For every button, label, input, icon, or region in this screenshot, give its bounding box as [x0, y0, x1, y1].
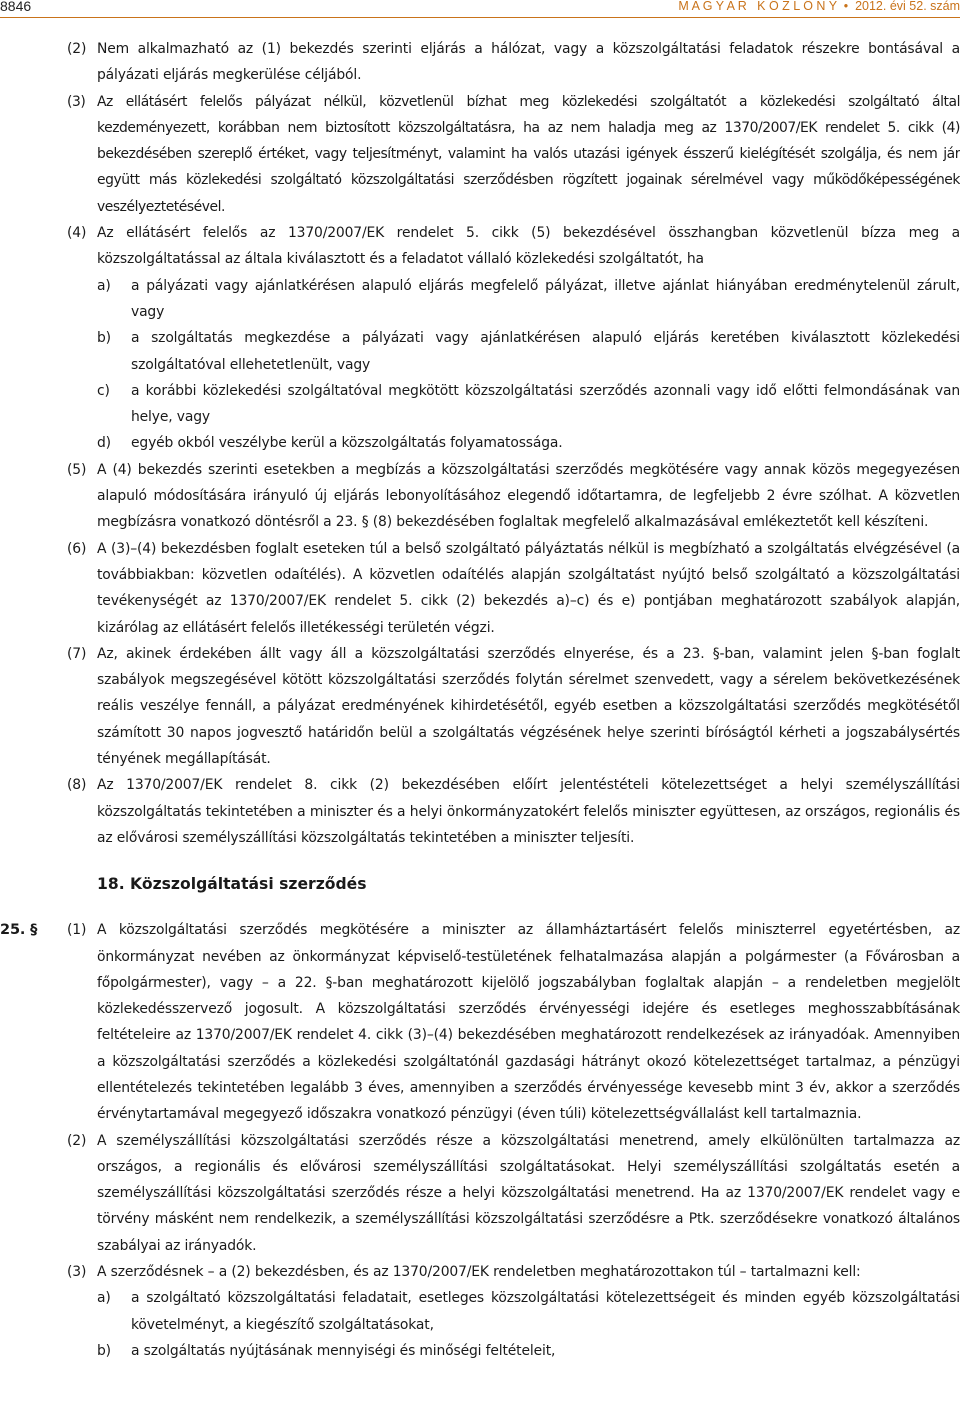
list-item-4b	[0, 325, 960, 378]
paragraph-4	[0, 220, 960, 273]
paragraph-text: Az, akinek érdekében állt vagy áll a közszolgáltatási szerződés elnyerése, és a 23. §-ban, valamint jelen §-ban foglalt szabályok megszegésével kötött közszolgáltatási szerződés folytán sérelmet szenvedett, vagy a sérelem bekövetkezésének reális veszélye fennáll, a pályázat eredményének kihirdetésétől, egyéb esetben a közszolgáltatási szerződés megkötésétől számított 30 napos jogvesztő határidőn belül a szolgáltatás végzésének helye szerinti bíróságtól kérheti a jogszabálysértés tényének megállapítását.	[97, 645, 960, 768]
paragraph-2	[0, 36, 960, 89]
paragraph-number: (1)	[67, 922, 87, 939]
paragraph-text: Az 1370/2007/EK rendelet 8. cikk (2) bekezdésében előírt jelentéstételi kötelezettséget a helyi személyszállítási közszolgáltatás tekintetében a miniszter és a helyi önkormányzatokért felelős miniszter együttesen, az országos, regionális és az elővárosi személyszállítási közszolgáltatás tekintetében a miniszter teljesíti.	[97, 777, 960, 846]
list-item-25-3a	[0, 1285, 960, 1338]
paragraph-number: (8)	[67, 777, 87, 794]
paragraph-text: Nem alkalmazható az (1) bekezdés szerinti eljárás a hálózat, vagy a közszolgáltatási feladatok részekre bontásával a pályázati eljárás megkerülése céljából.	[97, 41, 960, 84]
section-number: 25. §	[0, 922, 38, 939]
paragraph-number: (2)	[67, 1132, 87, 1149]
paragraph-number: (3)	[67, 93, 86, 110]
list-letter: d)	[97, 435, 111, 452]
section-title: 18. Közszolgáltatási szerződés	[97, 875, 367, 894]
paragraph-number: (3)	[67, 1264, 87, 1281]
paragraph-25-3	[0, 1259, 960, 1285]
list-letter: a)	[97, 1290, 111, 1307]
list-text: a pályázati vagy ajánlatkérésen alapuló eljárás megfelelő pályázat, illetve ajánlat hiányában eredménytelenül zárult, vagy	[131, 277, 960, 320]
paragraph-number: (6)	[67, 540, 87, 557]
list-letter: c)	[97, 382, 110, 399]
paragraph-6	[0, 536, 960, 641]
paragraph-8	[0, 772, 960, 851]
list-text: a szolgáltatás megkezdése a pályázati vagy ajánlatkérésen alapuló eljárás keretében kiválasztott közlekedési szolgáltatóval ellehetetlenült, vagy	[131, 330, 960, 373]
paragraph-text: A személyszállítási közszolgáltatási szerződés része a közszolgáltatási menetrend, amely elkülönülten tartalmazza az országos, a regionális és elővárosi személyszállítási szolgáltatásokat. Helyi személyszállítási szolgáltatás esetén a személyszállítási közszolgáltatási szerződés része a helyi közszolgáltatási menetrend. Ha az 1370/2007/EK rendelet vagy e törvény másként nem rendelkezik, a személyszállítási közszolgáltatási szerződésre a Ptk. szerződésekre vonatkozó általános szabályai az irányadók.	[97, 1132, 960, 1254]
list-item-4d	[0, 430, 960, 456]
paragraph-number: (4)	[67, 225, 87, 242]
list-letter: b)	[97, 1342, 111, 1359]
page-number: 8846	[0, 0, 32, 14]
list-letter: b)	[97, 330, 111, 347]
paragraph-text: A (3)–(4) bekezdésben foglalt eseteken túl a belső szolgáltató pályáztatás nélkül is megbízható a szolgáltatás elvégzésével (a továbbiakban: közvetlen odaítélés). A közvetlen odaítélés alapján szolgáltatást nyújtó belső szolgáltató a közszolgáltatási tevékenységét az 1370/2007/EK rendelet 5. cikk (2) bekezdés a)–c) és e) pontjában meghatározott szabályok alapján, kizárólag az ellátásért felelős illetékességi területén végzi.	[97, 540, 960, 636]
journal-title: M A G Y A R K Ö Z L Ö N Y • 2012. évi 52. szám	[678, 0, 960, 13]
list-text: a szolgáltató közszolgáltatási feladatait, esetleges közszolgáltatási kötelezettségeit és minden egyéb közszolgáltatási követelményt, a kiegészítő szolgáltatásokat,	[131, 1290, 960, 1333]
paragraph-3	[0, 89, 960, 220]
list-letter: a)	[97, 277, 111, 294]
paragraph-number: (7)	[67, 645, 87, 662]
paragraph-5	[0, 457, 960, 536]
list-text: egyéb okból veszélybe kerül a közszolgáltatás folyamatossága.	[131, 435, 563, 452]
list-text: a korábbi közlekedési szolgáltatóval megkötött közszolgáltatási szerződés azonnali vagy idő előtti felmondásának van helye, vagy	[131, 382, 960, 426]
list-item-25-3b	[0, 1338, 960, 1364]
list-item-4a	[0, 273, 960, 326]
paragraph-number: (2)	[67, 41, 87, 57]
paragraph-7	[0, 641, 960, 772]
list-text: a szolgáltatás nyújtásának mennyiségi és minőségi feltételeit,	[131, 1342, 556, 1359]
paragraph-text: A szerződésnek – a (2) bekezdésben, és az 1370/2007/EK rendeletben meghatározottakon túl – tartalmazni kell:	[97, 1264, 861, 1281]
list-item-4c	[0, 378, 960, 431]
paragraph-text: Az ellátásért felelős az 1370/2007/EK rendelet 5. cikk (5) bekezdésével összhangban közvetlenül bízza meg a közszolgáltatással az általa kiválasztott és a feladatot vállaló közlekedési szolgáltatót, ha	[97, 225, 960, 268]
document-body	[0, 36, 960, 1364]
header-rule	[0, 17, 960, 18]
paragraph-25-2	[0, 1128, 960, 1259]
paragraph-text: A (4) bekezdés szerinti esetekben a megbízás a közszolgáltatási szerződés megkötésére vagy annak közös megegyezésen alapuló módosítására irányuló új eljárás lebonyolításához elegendő időtartamra, de legfeljebb 2 évre szólhat. A közvetlen megbízásra vonatkozó döntésről a 23. § (8) bekezdésében foglaltak megfelelő alkalmazásával emlékeztetőt kell készíteni.	[97, 461, 960, 531]
page-header	[0, 0, 960, 16]
paragraph-25-1	[0, 917, 960, 1127]
paragraph-text: A közszolgáltatási szerződés megkötésére a miniszter az államháztartásért felelős miniszterrel egyetértésben, az önkormányzat nevében az önkormányzat képviselő-testületének felhatalmazása alapján a polgármester (a Fővárosban a főpolgármester), vagy – a 22. §-ban meghatározott kijelölő jogszabályban foglaltak alapján – a rendeletben megjelölt közlekedésszervező jogosult. A közszolgáltatási szerződés érvényességi idejére és esetleges meghosszabbításának feltételeire az 1370/2007/EK rendelet 4. cikk (3)–(4) bekezdésében meghatározott rendelkezések az irányadóak. Amennyiben a közszolgáltatási szerződés a közlekedési szolgáltatónál gazdasági hátrányt okozó kötelezettséget tartalmaz, a pénzügyi ellentételezés tekintetében legalább 3 éves, amennyiben a szerződés érvényessége kevesebb mint 3 év, akkor a szerződés érvénytartamával megegyező időszakra vonatkozó pénzügyi (éven túli) kötelezettségvállalást kell tartalmaznia.	[97, 922, 960, 1123]
paragraph-text: Az ellátásért felelős pályázat nélkül, közvetlenül bízhat meg közlekedési szolgáltatót a közlekedési szolgáltató által kezdeményezett, korábban nem biztosított közszolgáltatásra, ha az nem haladja meg az 1370/2007/EK rendelet 5. cikk (4) bekezdésében szereplő értéket, vagy teljesítményt, valamint ha valós utazási igények ésszerű kielégítését szolgálja, és nem jár együtt más közlekedési szolgáltató közszolgáltatási szerződésben rögzített jogainak sérelmével vagy működőképességének veszélyeztetésével.	[97, 93, 960, 215]
paragraph-number: (5)	[67, 461, 87, 478]
